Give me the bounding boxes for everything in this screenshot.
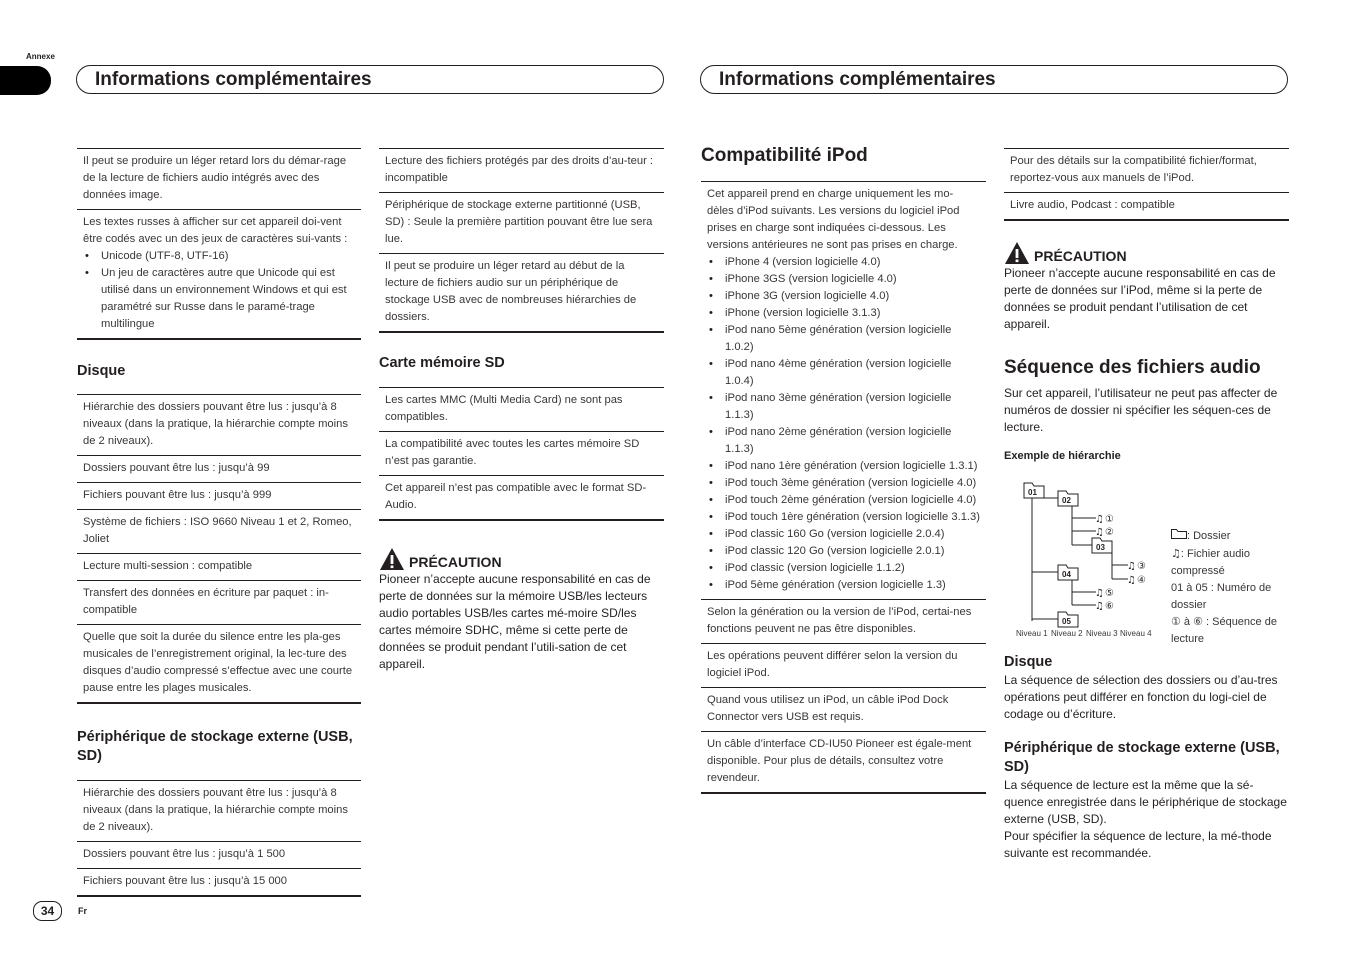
column-3 [701, 144, 986, 794]
table-row: Un câble d’interface CD-IU50 Pioneer est égale-ment disponible. Pour plus de détails, consultez votre revendeur. [701, 732, 986, 794]
ipod-model-item: • iPod touch 1ère génération (version logicielle 3.1.3) [725, 509, 980, 526]
list-item: • Un jeu de caractères autre que Unicode qui est utilisé dans un environnement Windows et qui est paramétré sur Russe dans le paramé-trage multilingue [101, 265, 355, 333]
audio-file-icon: ♫ [1095, 601, 1104, 612]
file-seq: ② [1105, 527, 1114, 538]
folder-label: 01 [1028, 488, 1037, 497]
caution-text: Pioneer n’accepte aucune responsabilité en cas de perte de données sur l’iPod, même si la perte de données se produit pendant l’utilisation de cet appareil. [1004, 266, 1276, 331]
table-row: Fichiers pouvant être lus : jusqu’à 15 000 [77, 869, 361, 897]
ipod-model-item: • iPod nano 5ème génération (version logicielle 1.0.2) [725, 322, 980, 356]
table-row: Les cartes MMC (Multi Media Card) ne sont pas compatibles. [379, 388, 664, 432]
audio-file-icon: ♫ [1171, 547, 1181, 560]
ipod-notes-table [1004, 148, 1289, 221]
ipod-model-item: • iPod touch 2ème génération (version logicielle 4.0) [725, 492, 980, 509]
usb-table [77, 780, 361, 897]
folder-tree-diagram [1004, 469, 1164, 639]
ipod-model-item: • iPod nano 4ème génération (version logicielle 1.0.4) [725, 356, 980, 390]
table-row: Il peut se produire un léger retard au début de la lecture de fichiers audio sur un périphérique de stockage USB avec de nombreuses hiérarchies de dossiers. [379, 254, 664, 333]
page-number: 34 [33, 901, 62, 921]
audio-file-icon: ♫ [1127, 575, 1136, 586]
table-row: Livre audio, Podcast : compatible [1004, 193, 1289, 221]
legend-sequence: ① à ⑥ : Séquence de lecture [1171, 616, 1277, 645]
usb-title: Périphérique de stockage externe (USB, SD) [77, 729, 353, 764]
table-row: Pour des détails sur la compatibilité fichier/format, reportez-vous aux manuels de l’iPod. [1004, 149, 1289, 193]
folder-icon [1171, 529, 1187, 539]
audio-file-icon: ♫ [1095, 588, 1104, 599]
disque-table [77, 394, 361, 704]
table-row: Lecture multi-session : compatible [77, 554, 361, 581]
legend-file: ♫: Fichier audio compressé [1171, 547, 1250, 577]
folder-label: 04 [1062, 570, 1071, 579]
sequence-title: Séquence des fichiers audio [1004, 357, 1261, 378]
usb-text-1: La séquence de lecture est la même que la sé-quence enregistrée dans le périphérique de stockage externe (USB, SD). [1004, 778, 1287, 826]
level-label: Niveau 2 [1051, 629, 1083, 638]
ipod-model-item: • iPhone 4 (version logicielle 4.0) [725, 254, 980, 271]
table-row: Transfert des données en écriture par paquet : in-compatible [77, 581, 361, 625]
hierarchy-example-title: Exemple de hiérarchie [1004, 450, 1121, 462]
ipod-model-item: • iPod nano 2ème génération (version logicielle 1.1.3) [725, 424, 980, 458]
notes-table [77, 148, 361, 340]
list-item: • Unicode (UTF-8, UTF-16) [101, 248, 355, 265]
russian-intro: Les textes russes à afficher sur cet appareil doi-vent être codés avec un des jeux de caractères sui-vants : [83, 216, 348, 245]
table-row: Dossiers pouvant être lus : jusqu’à 1 500 [77, 842, 361, 869]
ipod-model-item: • iPhone 3G (version logicielle 4.0) [725, 288, 980, 305]
table-row: Selon la génération ou la version de l’iPod, certai-nes fonctions peuvent ne pas être disponibles. [701, 600, 986, 644]
table-row: Périphérique de stockage externe partitionné (USB, SD) : Seule la première partition pouvant être lue sera lue. [379, 193, 664, 254]
table-row: Dossiers pouvant être lus : jusqu’à 99 [77, 456, 361, 483]
caution-heading [379, 547, 664, 571]
column-2 [379, 148, 664, 673]
ipod-models-list [707, 254, 980, 594]
file-seq: ④ [1137, 575, 1146, 586]
protection-table [379, 148, 664, 333]
usb-title: Périphérique de stockage externe (USB, SD) [1004, 740, 1280, 775]
ipod-model-item: • iPod nano 1ère génération (version logicielle 1.3.1) [725, 458, 980, 475]
russian-text-row [77, 210, 361, 340]
level-label: Niveau 3 [1086, 629, 1118, 638]
ipod-compat-title: Compatibilité iPod [701, 145, 868, 166]
table-row: Lecture des fichiers protégés par des droits d’au-teur : incompatible [379, 149, 664, 193]
table-row: Système de fichiers : ISO 9660 Niveau 1 et 2, Romeo, Joliet [77, 510, 361, 554]
ipod-model-item: • iPod 5ème génération (version logicielle 1.3) [725, 577, 980, 594]
caution-text: Pioneer n’accepte aucune responsabilité en cas de perte de données sur la mémoire USB/les lecteurs audio portables USB/les cartes mé-moire SD/les cartes mémoire SDHC, même si cette perte de données se produit pendant l’utili-sation de cet appareil. [379, 572, 651, 671]
column-1 [77, 148, 361, 897]
table-row: La compatibilité avec toutes les cartes mémoire SD n’est pas garantie. [379, 432, 664, 476]
ipod-model-item: • iPod classic 160 Go (version logicielle 2.0.4) [725, 526, 980, 543]
ipod-table [701, 181, 986, 794]
diagram-legend [1171, 528, 1287, 648]
table-row: Quelle que soit la durée du silence entre les pla-ges musicales de l’enregistrement original, la lec-ture des disques d’audio compressé s’effectue avec une courte pause entre les plages musicales. [77, 625, 361, 704]
audio-file-icon: ♫ [1095, 527, 1104, 538]
warning-icon [1004, 241, 1030, 265]
ipod-model-item: • iPod classic (version logicielle 1.1.2) [725, 560, 980, 577]
folder-label: 02 [1062, 496, 1071, 505]
ipod-model-item: • iPod classic 120 Go (version logicielle 2.0.1) [725, 543, 980, 560]
disque-title: Disque [1004, 654, 1053, 670]
sd-title: Carte mémoire SD [379, 355, 505, 371]
legend-numbers: 01 à 05 : Numéro de dossier [1171, 582, 1272, 611]
sequence-text: Sur cet appareil, l’utilisateur ne peut pas affecter de numéros de dossier ni spécifier les séquen-ces de lecture. [1004, 386, 1278, 434]
disque-text: La séquence de sélection des dossiers ou d’au-tres opérations peut différer en fonction du logi-ciel de codage ou d’écriture. [1004, 673, 1278, 721]
hierarchy-diagram [1004, 469, 1289, 645]
sd-table [379, 387, 664, 521]
folder-label: 05 [1062, 617, 1071, 626]
audio-file-icon: ♫ [1127, 561, 1136, 572]
table-row: Quand vous utilisez un iPod, un câble iPod Dock Connector vers USB est requis. [701, 688, 986, 732]
caution-title: PRÉCAUTION [409, 554, 502, 570]
file-seq: ① [1105, 514, 1114, 525]
ipod-intro: Cet appareil prend en charge uniquement les mo-dèles d’iPod suivants. Les versions du logiciel iPod prises en charge sont indiquées ci-dessous. Les versions antérieures ne sont pas prises en charge. [707, 188, 960, 251]
disque-title: Disque [77, 363, 126, 379]
table-row: Cet appareil n’est pas compatible avec le format SD-Audio. [379, 476, 664, 521]
section-tab-marker [0, 66, 51, 95]
ipod-model-item: • iPhone 3GS (version logicielle 4.0) [725, 271, 980, 288]
level-label: Niveau 1 [1016, 629, 1048, 638]
header-left: Informations complémentaires [76, 65, 664, 94]
warning-icon [379, 547, 405, 571]
language-code: Fr [78, 906, 87, 916]
header-right: Informations complémentaires [700, 65, 1288, 94]
table-row: Hiérarchie des dossiers pouvant être lus : jusqu’à 8 niveaux (dans la pratique, la hiérarchie compte moins de 2 niveaux). [77, 781, 361, 842]
section-label: Annexe [26, 52, 55, 61]
table-row: Les opérations peuvent différer selon la version du logiciel iPod. [701, 644, 986, 688]
usb-text-2: Pour spécifier la séquence de lecture, la mé-thode suivante est recommandée. [1004, 829, 1272, 860]
file-seq: ③ [1137, 561, 1146, 572]
ipod-model-item: • iPod touch 3ème génération (version logicielle 4.0) [725, 475, 980, 492]
column-4 [1004, 148, 1289, 862]
file-seq: ⑤ [1105, 588, 1114, 599]
folder-label: 03 [1096, 543, 1105, 552]
ipod-models-row [701, 182, 986, 600]
ipod-model-item: • iPhone (version logicielle 3.1.3) [725, 305, 980, 322]
file-seq: ⑥ [1105, 601, 1114, 612]
audio-file-icon: ♫ [1095, 514, 1104, 525]
table-row: Il peut se produire un léger retard lors du démar-rage de la lecture de fichiers audio intégrés avec des données image. [77, 149, 361, 210]
table-row: Hiérarchie des dossiers pouvant être lus : jusqu’à 8 niveaux (dans la pratique, la hiérarchie compte moins de 2 niveaux). [77, 395, 361, 456]
caution-heading [1004, 241, 1289, 265]
ipod-model-item: • iPod nano 3ème génération (version logicielle 1.1.3) [725, 390, 980, 424]
caution-title: PRÉCAUTION [1034, 248, 1127, 264]
legend-folder: : Dossier [1171, 528, 1287, 545]
level-label: Niveau 4 [1120, 629, 1152, 638]
table-row: Fichiers pouvant être lus : jusqu’à 999 [77, 483, 361, 510]
